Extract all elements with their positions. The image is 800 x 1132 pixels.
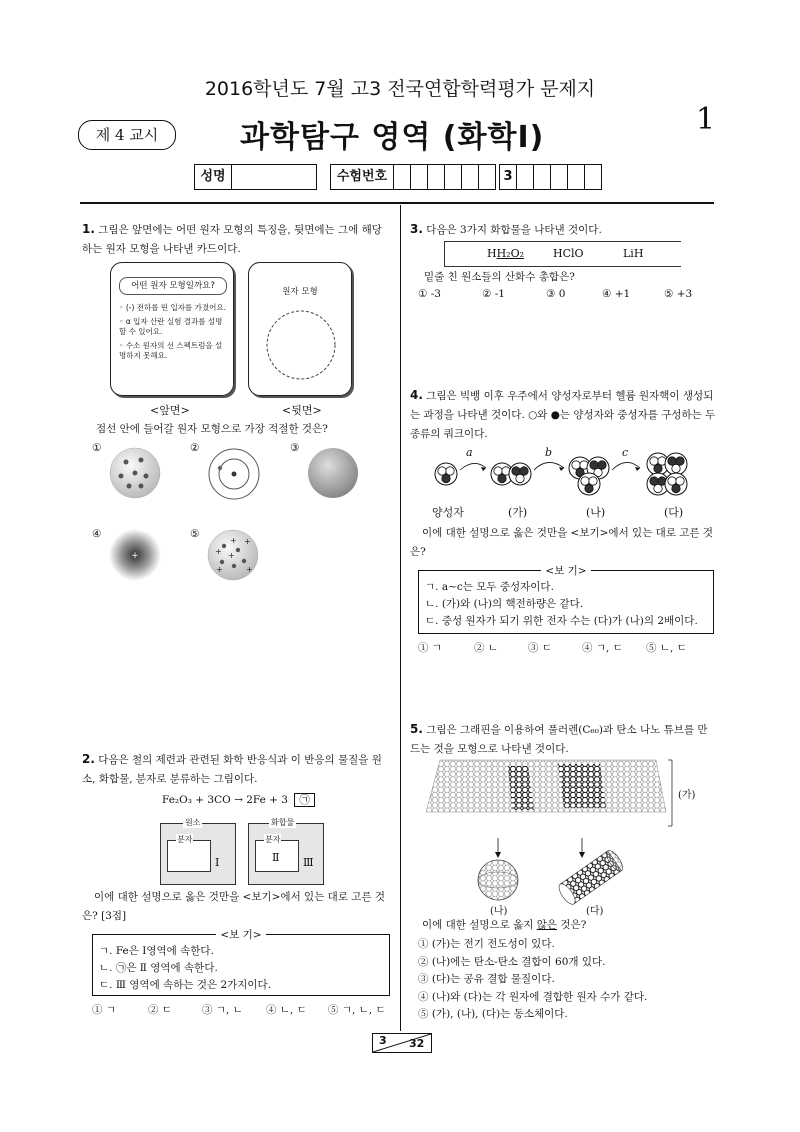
exam-number-cell[interactable] [393, 164, 411, 190]
dotted-circle [263, 307, 339, 383]
option[interactable]: ② ㄷ [148, 1004, 172, 1016]
blank-marker: ㉠ [294, 793, 315, 807]
arrow-label-b: b [545, 446, 553, 459]
question-2-prompt: 이에 대한 설명으로 옳은 것만을 <보기>에서 있는 대로 고른 것은? [3점] [82, 891, 386, 922]
exam-number-cell[interactable] [550, 164, 568, 190]
label-ga: (가) [678, 790, 696, 801]
option-2-mark[interactable]: ② [190, 442, 200, 454]
bogi-box [418, 565, 714, 634]
label-ga: (가) [508, 506, 528, 519]
svg-text:+: + [244, 537, 251, 546]
option[interactable]: ③ ㄱ, ㄴ [202, 1004, 243, 1016]
exam-number-cell[interactable] [516, 164, 534, 190]
card-back-title: 원자 모형 [282, 287, 318, 297]
question-number: 3. [410, 222, 423, 236]
question-number: 1. [82, 222, 95, 236]
molecule-box [167, 835, 211, 872]
option-5-mark[interactable]: ⑤ [190, 528, 200, 540]
svg-text:+: + [131, 551, 139, 561]
option[interactable]: ② ㄴ [474, 642, 498, 654]
option[interactable]: ⑤ (가), (나), (다)는 동소체이다. [418, 1008, 568, 1020]
header-rule [80, 202, 714, 204]
option-1-mark[interactable]: ① [92, 442, 102, 454]
label-proton: 양성자 [432, 506, 464, 519]
option[interactable]: ② (나)에는 탄소-탄소 결합이 60개 있다. [418, 955, 606, 968]
region-1: Ⅰ [215, 856, 220, 869]
molecule-label: 분자 [177, 835, 193, 844]
option[interactable]: ⑤ +3 [664, 288, 693, 300]
page-number: 1 [696, 102, 716, 137]
exam-number-cell[interactable] [427, 164, 445, 190]
electron-cloud-model-icon [108, 528, 162, 582]
column-divider [400, 205, 401, 1031]
svg-text:+: + [216, 565, 223, 574]
card-front [110, 262, 234, 396]
name-label: 성명 [194, 164, 232, 190]
option[interactable]: ④ ㄱ, ㄷ [582, 642, 623, 654]
card-front-title: 어떤 원자 모형일까요? [119, 277, 227, 295]
molecule-box [255, 835, 299, 872]
option-list [418, 936, 647, 1024]
bogi-item: ㄴ. (가)와 (나)의 핵전하량은 같다. [425, 598, 584, 610]
card-front-caption: <앞면> [150, 404, 190, 417]
option[interactable]: ① ㄱ [92, 1004, 116, 1016]
label-da: (다) [664, 506, 684, 519]
option[interactable]: ④ ㄴ, ㄷ [266, 1004, 307, 1016]
bogi-item: ㄱ. Fe은 Ⅰ영역에 속한다. [99, 945, 214, 957]
question-5-text: 5. 그림은 그래핀을 이용하여 풀러렌(C₆₀)과 탄소 나노 튜브를 만드는 것을 모형으로 나타낸 것이다. [410, 722, 708, 755]
svg-text:+: + [230, 536, 237, 545]
plum-pudding-model-icon [108, 446, 162, 500]
exam-number-digit: 3 [499, 164, 517, 190]
label-na: (나) [586, 506, 606, 519]
exam-number-label: 수험번호 [330, 164, 394, 190]
exam-number-cell[interactable] [567, 164, 585, 190]
question-5-prompt: 이에 대한 설명으로 옳지 않은 것은? [422, 919, 587, 931]
period-badge: 제 4 교시 [78, 120, 176, 150]
question-3-text: 3. 다음은 3가지 화합물을 나타낸 것이다. [410, 222, 602, 236]
option[interactable]: ① (가)는 전기 전도성이 있다. [418, 938, 555, 950]
element-label: 원소 [185, 818, 201, 827]
exam-number-cell[interactable] [584, 164, 602, 190]
exam-number-cell[interactable] [533, 164, 551, 190]
exam-number-cell[interactable] [478, 164, 496, 190]
exam-number-cell[interactable] [444, 164, 462, 190]
card-front-item: ◦ (-) 전하를 띤 입자를 가졌어요. [119, 303, 226, 312]
bogi-box [92, 929, 390, 996]
element-box [160, 818, 236, 885]
question-3-prompt: 밑줄 친 원소들의 산화수 총합은? [424, 271, 575, 283]
plum-pudding-charges-icon [206, 528, 260, 582]
bogi-title: <보 기> [216, 929, 265, 941]
option[interactable]: ⑤ ㄱ, ㄴ, ㄷ [328, 1004, 386, 1016]
option[interactable]: ① ㄱ [418, 642, 442, 654]
svg-text:+: + [246, 565, 253, 574]
question-number: 2. [82, 752, 95, 766]
option-4-mark[interactable]: ④ [92, 528, 102, 540]
arrow-label-a: a [466, 446, 473, 459]
bogi-title: <보 기> [541, 565, 590, 577]
region-3: Ⅲ [303, 856, 314, 869]
svg-text:+: + [228, 551, 235, 560]
option-3-mark[interactable]: ③ [290, 442, 300, 454]
solid-sphere-model-icon [306, 446, 360, 500]
subject-title: 과학탐구 영역 (화학Ⅰ) [240, 120, 545, 155]
question-number: 4. [410, 388, 423, 402]
compound-table [444, 241, 681, 267]
question-4-prompt: 이에 대한 설명으로 옳은 것만을 <보기>에서 있는 대로 고른 것은? [410, 527, 714, 558]
exam-number-cell[interactable] [461, 164, 479, 190]
compound-box [248, 818, 324, 885]
bogi-item: ㄴ. ㉠은 Ⅱ 영역에 속한다. [99, 962, 218, 974]
option[interactable]: ② -1 [482, 288, 505, 300]
card-front-item: ◦ 수소 원자의 선 스펙트럼을 설명하지 못해요. [119, 341, 223, 360]
label-da: (다) [586, 906, 604, 917]
option[interactable]: ⑤ ㄴ, ㄷ [646, 642, 687, 654]
bogi-item: ㄷ. Ⅲ 영역에 속하는 것은 2가지이다. [99, 979, 272, 991]
reaction-equation: Fe₂O₃ + 3CO → 2Fe + 3 ㉠ [162, 792, 315, 807]
option[interactable]: ④ (나)와 (다)는 각 원자에 결합한 원자 수가 같다. [418, 990, 648, 1003]
question-4-text: 4. 그림은 빅뱅 이후 우주에서 양성자로부터 헬륨 원자핵이 생성되는 과정을 나타낸 것이다. ○와 ●는 양성자와 중성자를 구성하는 두 종류의 쿼크이다. [410, 388, 716, 440]
bogi-item: ㄷ. 중성 원자가 되기 위한 전자 수는 (다)가 (나)의 2배이다. [425, 615, 698, 627]
exam-number-cell[interactable] [410, 164, 428, 190]
footer-page: 3 [379, 1034, 387, 1047]
exam-title: 2016학년도 7월 고3 전국연합학력평가 문제지 [204, 78, 596, 100]
question-1-prompt: 점선 안에 들어갈 원자 모형으로 가장 적절한 것은? [96, 423, 328, 435]
region-2: Ⅱ [272, 851, 280, 864]
arrow-label-c: c [622, 446, 629, 459]
card-front-item: ◦ α 입자 산란 실험 결과를 설명할 수 있어요. [119, 317, 223, 336]
question-2-text: 2. 다음은 철의 제련과 관련된 화학 반응식과 이 반응의 물질을 원소, 화합물, 분자로 분류하는 그림이다. [82, 752, 382, 785]
option[interactable]: ③ ㄷ [528, 642, 552, 654]
option[interactable]: ③ 0 [546, 288, 566, 300]
footer-total: 32 [409, 1037, 425, 1050]
option[interactable]: ④ +1 [602, 288, 631, 300]
compound-hclo: HClO [553, 247, 584, 260]
page-footer-box [372, 1033, 432, 1053]
compound-label: 화합물 [271, 818, 295, 827]
molecule-label: 분자 [265, 835, 281, 844]
label-na: (나) [490, 906, 508, 917]
card-back [248, 262, 352, 396]
question-1-text: 1. 그림은 앞면에는 어떤 원자 모형의 특징을, 뒷면에는 그에 해당하는 원자 모형을 나타낸 카드이다. [82, 222, 382, 255]
bogi-item: ㄱ. a~c는 모두 중성자이다. [425, 581, 554, 593]
card-front-items [119, 303, 227, 361]
card-back-caption: <뒷면> [282, 404, 322, 417]
name-field[interactable] [231, 164, 317, 190]
graphene-fullerene-nanotube-diagram [420, 756, 690, 908]
option[interactable]: ① -3 [418, 288, 441, 300]
compound-lih: LiH [623, 247, 644, 260]
bohr-model-icon [206, 446, 262, 502]
compound-h2o2: HH₂O₂ [487, 247, 525, 260]
svg-text:+: + [215, 547, 222, 556]
question-number: 5. [410, 722, 423, 736]
option[interactable]: ③ (다)는 공유 결합 물질이다. [418, 973, 555, 985]
